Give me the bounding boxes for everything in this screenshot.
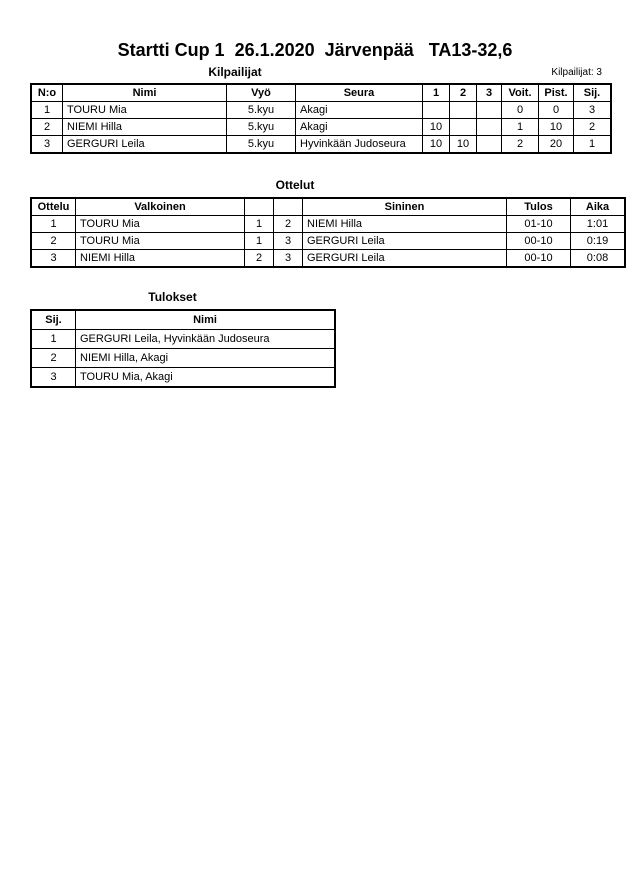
tulokset-heading: Tulokset (148, 290, 197, 304)
cell-pist: 20 (539, 136, 574, 154)
page-title: Startti Cup 1 26.1.2020 Järvenpää TA13-32,6 (117, 40, 513, 60)
cell-blue-no: 3 (274, 250, 303, 268)
cell-time: 0:08 (571, 250, 626, 268)
cell-match-no: 1 (31, 216, 76, 233)
cell-result: 00-10 (507, 250, 571, 268)
header-sininen: Sininen (303, 198, 507, 216)
competitor-count-label: Kilpailijat: 3 (551, 67, 602, 78)
cell-name: TOURU Mia, Akagi (76, 368, 336, 388)
header-nimi: Nimi (63, 84, 227, 102)
cell-result: 01-10 (507, 216, 571, 233)
header-sij: Sij. (31, 310, 76, 330)
competitor-row (31, 136, 611, 154)
cell-score-2 (450, 102, 477, 119)
header-aika: Aika (571, 198, 626, 216)
match-row (31, 216, 625, 233)
competitor-row (31, 102, 611, 119)
cell-seura: Hyvinkään Judoseura (296, 136, 423, 154)
cell-result: 00-10 (507, 233, 571, 250)
cell-sij: 3 (574, 102, 612, 119)
match-row (31, 250, 625, 268)
result-row (31, 368, 335, 388)
cell-place: 1 (31, 330, 76, 349)
cell-voit: 0 (502, 102, 539, 119)
header-vyo: Vyö (227, 84, 296, 102)
cell-score-3 (477, 136, 502, 154)
cell-place: 2 (31, 349, 76, 368)
result-row (31, 330, 335, 349)
cell-white-no: 2 (245, 250, 274, 268)
matches-table (30, 197, 626, 268)
header-ottelu: Ottelu (31, 198, 76, 216)
header-nimi: Nimi (76, 310, 336, 330)
cell-voit: 1 (502, 119, 539, 136)
cell-sij: 2 (574, 119, 612, 136)
cell-no: 2 (31, 119, 63, 136)
cell-blue-name: NIEMI Hilla (303, 216, 507, 233)
cell-blue-name: GERGURI Leila (303, 233, 507, 250)
cell-match-no: 3 (31, 250, 76, 268)
header-seura: Seura (296, 84, 423, 102)
cell-nimi: GERGURI Leila (63, 136, 227, 154)
header-sij: Sij. (574, 84, 612, 102)
kilpailijat-heading: Kilpailijat (208, 65, 262, 79)
cell-vyo: 5.kyu (227, 136, 296, 154)
competitor-row (31, 119, 611, 136)
header-voit: Voit. (502, 84, 539, 102)
header-tulos: Tulos (507, 198, 571, 216)
cell-no: 1 (31, 102, 63, 119)
cell-time: 1:01 (571, 216, 626, 233)
header-score-2: 2 (450, 84, 477, 102)
cell-score-1: 10 (423, 119, 450, 136)
cell-score-2: 10 (450, 136, 477, 154)
result-row (31, 349, 335, 368)
cell-voit: 2 (502, 136, 539, 154)
cell-white-name: TOURU Mia (76, 216, 245, 233)
cell-nimi: TOURU Mia (63, 102, 227, 119)
match-row (31, 233, 625, 250)
cell-time: 0:19 (571, 233, 626, 250)
ottelut-heading: Ottelut (275, 178, 315, 192)
cell-pist: 0 (539, 102, 574, 119)
header-score-1: 1 (423, 84, 450, 102)
cell-score-3 (477, 119, 502, 136)
cell-white-no: 1 (245, 216, 274, 233)
cell-pist: 10 (539, 119, 574, 136)
header-pist: Pist. (539, 84, 574, 102)
cell-sij: 1 (574, 136, 612, 154)
cell-score-1: 10 (423, 136, 450, 154)
cell-vyo: 5.kyu (227, 119, 296, 136)
cell-no: 3 (31, 136, 63, 154)
cell-blue-name: GERGURI Leila (303, 250, 507, 268)
cell-white-no: 1 (245, 233, 274, 250)
cell-match-no: 2 (31, 233, 76, 250)
header-score-3: 3 (477, 84, 502, 102)
results-table (30, 309, 336, 388)
meta-row (0, 65, 630, 81)
cell-score-1 (423, 102, 450, 119)
header-blue-no (274, 198, 303, 216)
cell-white-name: NIEMI Hilla (76, 250, 245, 268)
cell-seura: Akagi (296, 119, 423, 136)
cell-score-2 (450, 119, 477, 136)
cell-vyo: 5.kyu (227, 102, 296, 119)
cell-score-3 (477, 102, 502, 119)
competitors-table (30, 83, 612, 154)
results-header-row (31, 310, 335, 330)
cell-blue-no: 3 (274, 233, 303, 250)
matches-header-row (31, 198, 625, 216)
header-valkoinen: Valkoinen (76, 198, 245, 216)
cell-name: NIEMI Hilla, Akagi (76, 349, 336, 368)
cell-name: GERGURI Leila, Hyvinkään Judoseura (76, 330, 336, 349)
cell-place: 3 (31, 368, 76, 388)
cell-white-name: TOURU Mia (76, 233, 245, 250)
header-white-no (245, 198, 274, 216)
header-no: N:o (31, 84, 63, 102)
cell-blue-no: 2 (274, 216, 303, 233)
competitors-header-row (31, 84, 611, 102)
cell-nimi: NIEMI Hilla (63, 119, 227, 136)
cell-seura: Akagi (296, 102, 423, 119)
